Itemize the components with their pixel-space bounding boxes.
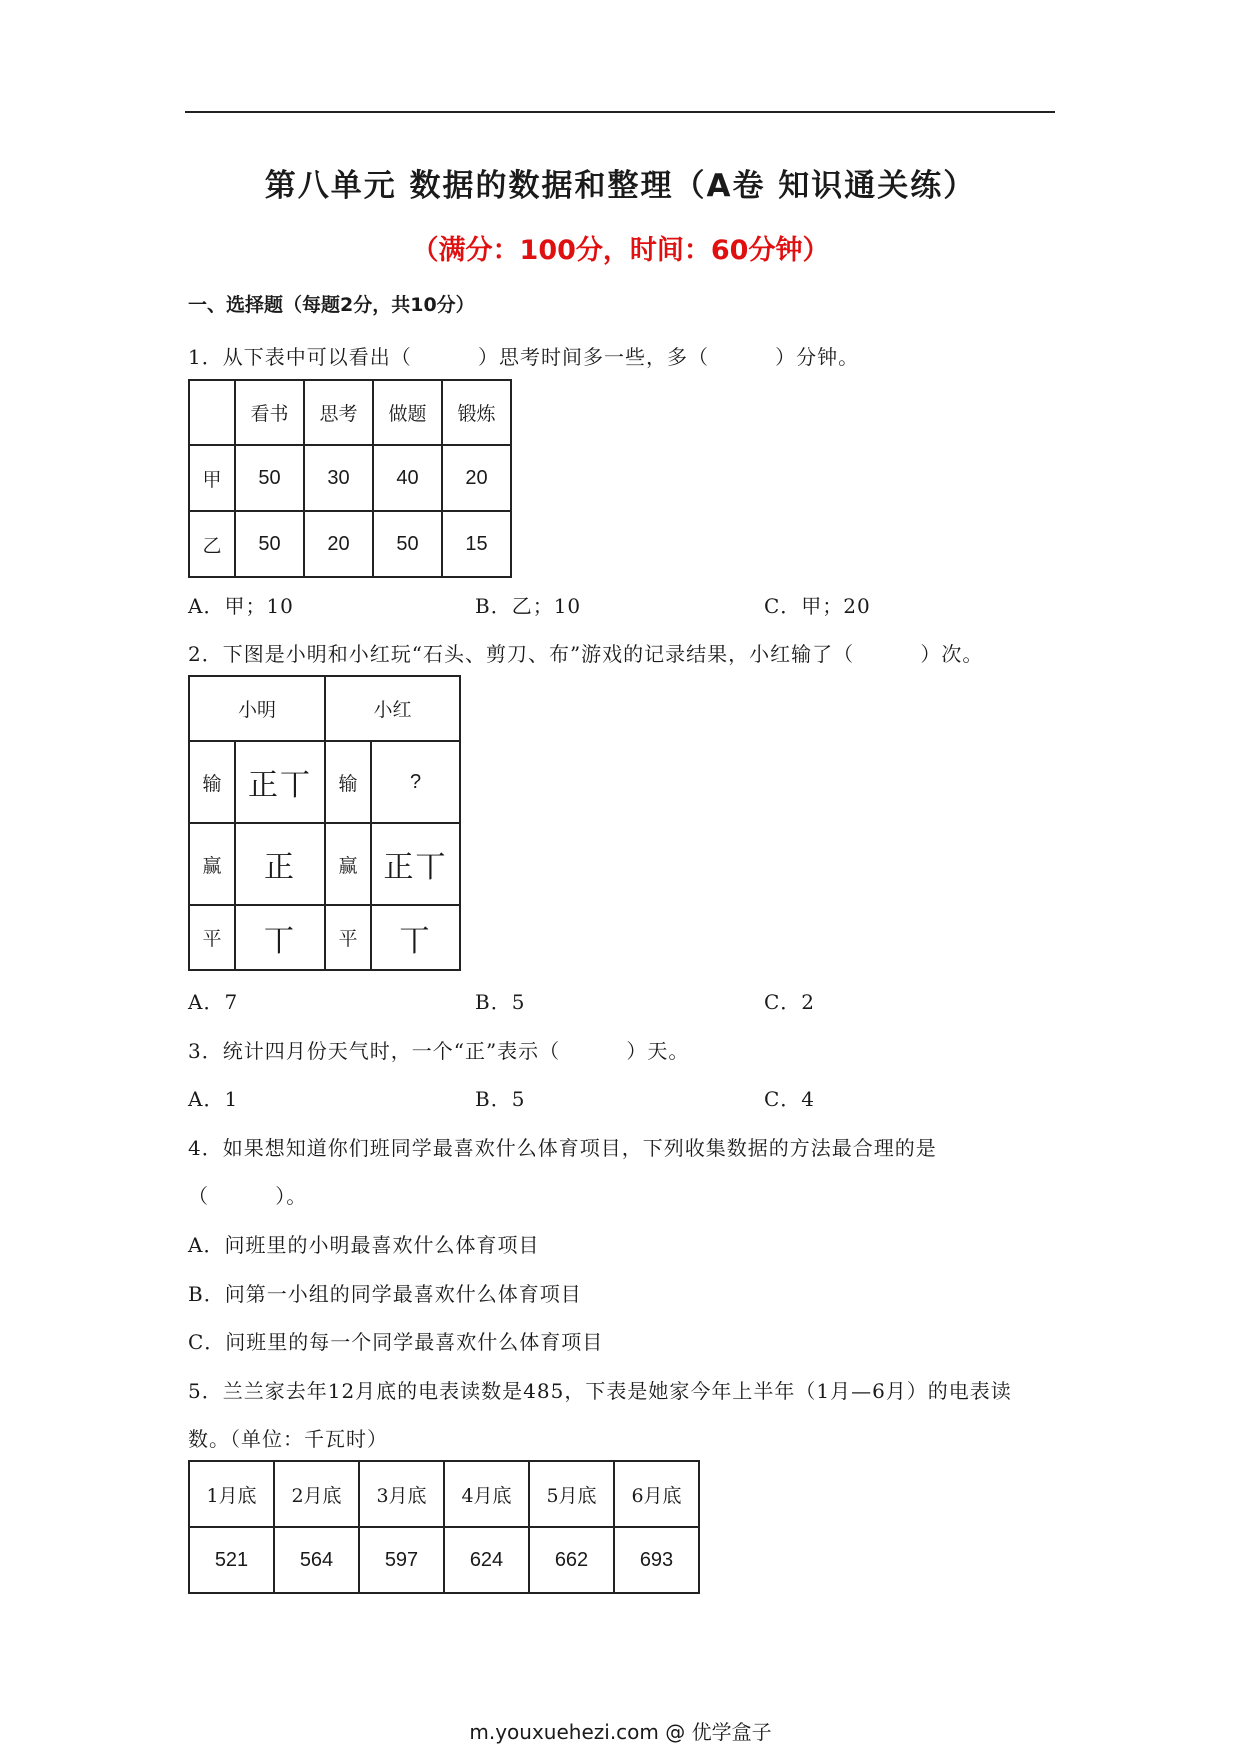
q1-header-cell: 做题 (373, 380, 442, 445)
page-title: 第八单元 数据的数据和整理（A卷 知识通关练） (264, 168, 977, 204)
q2-tally-cell: 正丅 (371, 823, 460, 905)
q5-header-cell: 1月底 (189, 1461, 274, 1527)
q1-header-cell: 思考 (304, 380, 373, 445)
q1-header-cell (189, 380, 235, 445)
question-4-continued: （ ）。 (188, 1184, 308, 1208)
q3-option-c: C．4 (764, 1087, 816, 1111)
footer-watermark: m.youxuehezi.com @ 优学盒子 (469, 1720, 772, 1744)
q5-header-cell: 6月底 (614, 1461, 699, 1527)
q1-cell: 50 (235, 445, 304, 511)
q4-option-c: C．问班里的每一个同学最喜欢什么体育项目 (188, 1330, 604, 1354)
q1-cell: 20 (442, 445, 511, 511)
q2-row-label: 平 (325, 905, 371, 970)
q2-table (188, 675, 461, 971)
q5-table (188, 1460, 700, 1594)
question-4: 4．如果想知道你们班同学最喜欢什么体育项目，下列收集数据的方法最合理的是 (188, 1136, 937, 1160)
q1-header-cell: 看书 (235, 380, 304, 445)
q5-value-cell: 597 (359, 1527, 444, 1593)
q1-table (188, 379, 512, 578)
q2-tally-cell: 丅 (371, 905, 460, 970)
q2-tally-cell: ? (371, 741, 460, 823)
q5-value-cell: 693 (614, 1527, 699, 1593)
q5-value-cell: 624 (444, 1527, 529, 1593)
q5-value-cell: 564 (274, 1527, 359, 1593)
q1-row-label: 乙 (189, 511, 235, 577)
q2-row-label: 平 (189, 905, 235, 970)
section-heading: 一、选择题（每题2分，共10分） (188, 294, 475, 316)
q1-cell: 50 (235, 511, 304, 577)
header-rule (185, 111, 1055, 113)
q4-option-b: B．问第一小组的同学最喜欢什么体育项目 (188, 1282, 582, 1306)
q3-option-b: B．5 (475, 1087, 526, 1111)
question-2: 2．下图是小明和小红玩“石头、剪刀、布”游戏的记录结果，小红输了（ ）次。 (188, 642, 984, 666)
q2-tally-cell: 正 (235, 823, 325, 905)
q1-cell: 20 (304, 511, 373, 577)
q1-option-b: B．乙；10 (475, 594, 582, 618)
question-1: 1．从下表中可以看出（ ）思考时间多一些，多（ ）分钟。 (188, 345, 860, 369)
q1-option-a: A．甲；10 (188, 594, 294, 618)
q1-cell: 15 (442, 511, 511, 577)
q5-value-cell: 662 (529, 1527, 614, 1593)
q5-header-cell: 5月底 (529, 1461, 614, 1527)
q5-header-cell: 3月底 (359, 1461, 444, 1527)
q2-option-b: B．5 (475, 990, 526, 1014)
question-3: 3．统计四月份天气时，一个“正”表示（ ）天。 (188, 1039, 690, 1063)
q5-header-cell: 4月底 (444, 1461, 529, 1527)
q2-option-a: A．7 (188, 990, 239, 1014)
q2-row-label: 赢 (189, 823, 235, 905)
question-5: 5．兰兰家去年12月底的电表读数是485，下表是她家今年上半年（1月—6月）的电表读 (188, 1379, 1012, 1403)
q4-option-a: A．问班里的小明最喜欢什么体育项目 (188, 1233, 540, 1257)
q1-cell: 40 (373, 445, 442, 511)
q2-header-cell: 小红 (325, 676, 460, 741)
q1-header-cell: 锻炼 (442, 380, 511, 445)
q2-row-label: 输 (325, 741, 371, 823)
q1-cell: 50 (373, 511, 442, 577)
q2-option-c: C．2 (764, 990, 816, 1014)
q5-value-cell: 521 (189, 1527, 274, 1593)
q2-header-cell: 小明 (189, 676, 325, 741)
q1-row-label: 甲 (189, 445, 235, 511)
q2-row-label: 赢 (325, 823, 371, 905)
q1-option-c: C．甲；20 (764, 594, 871, 618)
question-5-continued: 数。（单位：千瓦时） (188, 1427, 388, 1451)
q5-header-cell: 2月底 (274, 1461, 359, 1527)
q2-row-label: 输 (189, 741, 235, 823)
page-subtitle: （满分：100分，时间：60分钟） (411, 235, 830, 266)
q1-cell: 30 (304, 445, 373, 511)
q2-tally-cell: 丅 (235, 905, 325, 970)
q3-option-a: A．1 (188, 1087, 239, 1111)
q2-tally-cell: 正丅 (235, 741, 325, 823)
